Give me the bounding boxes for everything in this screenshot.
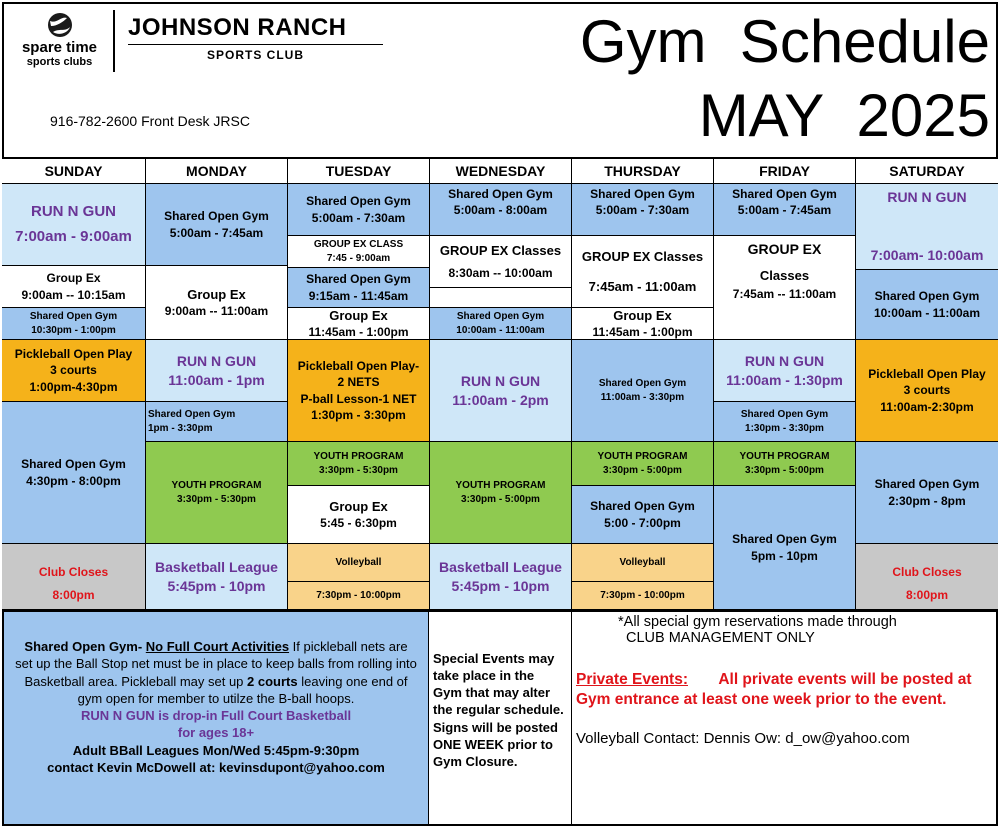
- saturday-sog2-title: Shared Open Gym: [874, 477, 980, 492]
- monday-shared-open-gym-afternoon: [146, 402, 288, 442]
- friday-youth-title: YOUTH PROGRAM: [739, 451, 830, 462]
- sunday-group-ex: [2, 266, 146, 308]
- tuesday-youth-time: 3:30pm - 5:30pm: [319, 464, 398, 476]
- monday-group-ex: [146, 266, 288, 340]
- tuesday-gx2-time: 5:45 - 6:30pm: [320, 516, 397, 531]
- notes-volleyball-contact: Volleyball Contact: Dennis Ow: d_ow@yahoo.com: [576, 730, 910, 748]
- monday-run-time: 11:00am - 1pm: [168, 371, 265, 388]
- notes-rules-text-2: leaving one end of gym open for member to utilze the B-ball hoops.: [77, 673, 408, 706]
- notes-adult-leagues: Adult BBall Leagues Mon/Wed 5:45pm-9:30pm: [72, 742, 360, 758]
- thursday-group-ex: [572, 308, 714, 340]
- thursday-youth-program: [572, 442, 714, 486]
- monday-bb-time: 5:45pm - 10pm: [167, 577, 266, 594]
- tuesday-gx-time: 11:45am - 1:00pm: [308, 325, 409, 340]
- sunday-close-title: Club Closes: [38, 564, 109, 579]
- tuesday-youth-program: [288, 442, 430, 486]
- monday-youth-title: YOUTH PROGRAM: [171, 480, 262, 491]
- wednesday-sog2-title: Shared Open Gym: [456, 311, 545, 322]
- notes-prefix: Shared Open Gym-: [24, 639, 143, 654]
- wednesday-group-ex-classes: [430, 236, 572, 288]
- friday-sog-time: 5:00am - 7:45am: [737, 203, 832, 218]
- wednesday-sog-time: 5:00am - 8:00am: [453, 203, 548, 218]
- monday-run-n-gun: [146, 340, 288, 402]
- tuesday-gxc-time: 7:45 - 9:00am: [326, 252, 391, 264]
- thursday-youth-time: 3:30pm - 5:00pm: [603, 464, 682, 476]
- notes-reservation-line2: CLUB MANAGEMENT ONLY: [626, 630, 815, 646]
- friday-sog2-title: Shared Open Gym: [740, 409, 829, 420]
- sunday-sog2-title: Shared Open Gym: [21, 457, 126, 472]
- wednesday-youth-program: [430, 442, 572, 544]
- tuesday-group-ex-class: [288, 236, 430, 268]
- sunday-pickleball: [2, 340, 146, 402]
- sunday-club-closes: [2, 544, 146, 582]
- notes-reservations: [572, 612, 996, 824]
- wednesday-shared-open-gym-morning: [430, 308, 572, 340]
- saturday-shared-open-gym-morning: [856, 270, 998, 340]
- monday-shared-open-gym: [146, 184, 288, 266]
- wednesday-gx-time: 8:30am -- 10:00am: [448, 266, 553, 281]
- notes-reservation-line1: *All special gym reservations made through: [618, 614, 897, 630]
- friday-sog2-time: 1:30pm - 3:30pm: [745, 422, 824, 434]
- friday-run-n-gun: [714, 340, 856, 402]
- sunday-shared-open-gym-afternoon: [2, 402, 146, 544]
- day-header-friday: FRIDAY: [714, 159, 856, 184]
- tuesday-group-ex-evening: [288, 486, 430, 544]
- day-header-saturday: SATURDAY: [856, 159, 998, 184]
- wednesday-youth-title: YOUTH PROGRAM: [455, 480, 546, 491]
- sunday-pb-title: Pickleball Open Play: [14, 347, 133, 362]
- tuesday-shared-open-gym: [288, 184, 430, 236]
- sunday-shared-open-gym-morning: [2, 308, 146, 340]
- tuesday-sog-title: Shared Open Gym: [306, 194, 411, 209]
- wednesday-run-n-gun: [430, 340, 572, 442]
- notes-rules-text: If pickleball nets are set up the Ball Stop net must be in place to keep balls from rolling into Basketball area. Pickleball may set up: [15, 639, 417, 689]
- spare-time-logo: [12, 12, 107, 72]
- monday-sog2-time: 1pm - 3:30pm: [148, 422, 213, 434]
- saturday-club-closes: [856, 544, 998, 582]
- day-header-thursday: THURSDAY: [572, 159, 714, 184]
- tuesday-volleyball: [288, 544, 430, 582]
- notes-shared-open-gym: [4, 612, 429, 824]
- thursday-volleyball-time: [572, 582, 714, 610]
- sunday-sog-title: Shared Open Gym: [29, 311, 118, 322]
- thursday-sog2-time: 11:00am - 3:30pm: [600, 391, 685, 403]
- wednesday-bb-time: 5:45pm - 10pm: [451, 577, 550, 594]
- sunday-club-close-time: [2, 582, 146, 610]
- sunday-run-title: RUN N GUN: [31, 203, 116, 221]
- monday-sog-time: 5:00am - 7:45am: [169, 225, 264, 240]
- monday-bb-title: Basketball League: [155, 558, 278, 575]
- thursday-sog-title: Shared Open Gym: [590, 187, 695, 201]
- spare-time-ball-icon: [47, 12, 73, 38]
- saturday-pb-time: 11:00am-2:30pm: [880, 399, 974, 414]
- saturday-run-n-gun: [856, 184, 998, 270]
- thursday-group-ex-classes: [572, 236, 714, 308]
- sunday-sog2-time: 4:30pm - 8:00pm: [26, 473, 121, 488]
- thursday-gx-title: GROUP EX Classes: [581, 248, 704, 264]
- saturday-sog-title: Shared Open Gym: [874, 289, 980, 304]
- club-name-rule: [128, 44, 383, 45]
- thursday-sog3-time: 5:00 - 7:00pm: [604, 515, 681, 530]
- wednesday-run-time: 11:00am - 2pm: [452, 391, 549, 408]
- tuesday-pb-nets: 2 NETS: [337, 375, 380, 390]
- wednesday-sog-title: Shared Open Gym: [448, 187, 553, 201]
- notes-courts: 2 courts: [247, 673, 298, 689]
- tuesday-gx2-title: Group Ex: [329, 498, 388, 514]
- friday-shared-open-gym-afternoon: [714, 402, 856, 442]
- thursday-gx2-title: Group Ex: [613, 308, 672, 323]
- friday-shared-open-gym-evening: [714, 486, 856, 610]
- monday-sog2-title: Shared Open Gym: [148, 409, 236, 420]
- friday-run-title: RUN N GUN: [744, 352, 825, 369]
- friday-gx-time: 7:45am -- 11:00am: [732, 287, 837, 302]
- day-header-tuesday: TUESDAY: [288, 159, 430, 184]
- wednesday-gx-title: GROUP EX Classes: [439, 242, 562, 258]
- saturday-pb-title: Pickleball Open Play: [868, 367, 986, 382]
- thursday-volleyball: [572, 544, 714, 582]
- sunday-run-n-gun: [2, 184, 146, 266]
- friday-sog3-time: 5pm - 10pm: [751, 548, 818, 563]
- tuesday-group-ex: [288, 308, 430, 340]
- tuesday-pickleball: [288, 340, 430, 442]
- day-header-wednesday: WEDNESDAY: [430, 159, 572, 184]
- sunday-run-time: 7:00am - 9:00am: [15, 227, 132, 245]
- tuesday-vb-time: 7:30pm - 10:00pm: [316, 589, 401, 601]
- notes-contact: contact Kevin McDowell at: kevinsdupont@yahoo.com: [47, 759, 385, 775]
- wednesday-youth-time: 3:30pm - 5:00pm: [461, 493, 540, 505]
- wednesday-gap: [430, 288, 572, 308]
- saturday-run-title: RUN N GUN: [887, 189, 967, 206]
- thursday-shared-open-gym: [572, 184, 714, 236]
- friday-youth-time: 3:30pm - 5:00pm: [745, 464, 824, 476]
- tuesday-youth-title: YOUTH PROGRAM: [313, 451, 404, 462]
- monday-youth-time: 3:30pm - 5:30pm: [177, 493, 256, 505]
- saturday-run-time: 7:00am- 10:00am: [870, 246, 984, 263]
- wednesday-basketball-league: [430, 544, 572, 610]
- wednesday-bb-title: Basketball League: [439, 558, 562, 575]
- friday-run-time: 11:00am - 1:30pm: [726, 371, 843, 388]
- club-sub: SPORTS CLUB: [206, 48, 304, 62]
- logo-divider: [113, 10, 115, 72]
- tuesday-sog-time: 5:00am - 7:30am: [311, 210, 406, 225]
- tuesday-gx-title: Group Ex: [329, 308, 388, 323]
- tuesday-sog2-title: Shared Open Gym: [306, 272, 411, 287]
- friday-shared-open-gym: [714, 184, 856, 236]
- tuesday-volleyball-time: [288, 582, 430, 610]
- tuesday-pb-time: 1:30pm - 3:30pm: [311, 407, 406, 422]
- tuesday-pb-title: Pickleball Open Play-: [297, 359, 420, 374]
- front-desk-phone: 916-782-2600 Front Desk JRSC: [50, 113, 250, 129]
- sunday-gx-time: 9:00am -- 10:15am: [21, 287, 126, 302]
- sunday-sog-time: 10:30pm - 1:00pm: [31, 324, 116, 336]
- tuesday-vb-title: Volleyball: [335, 556, 382, 568]
- spare-time-line1: spare time: [21, 39, 98, 56]
- monday-gx-title: Group Ex: [187, 286, 246, 302]
- saturday-club-close-time: [856, 582, 998, 610]
- tuesday-sog2-time: 9:15am - 11:45am: [308, 288, 409, 303]
- friday-group-ex-classes: [714, 236, 856, 340]
- sunday-pb-time: 1:00pm-4:30pm: [29, 379, 118, 394]
- notes-run-n-gun-2: for ages 18+: [177, 725, 255, 741]
- day-header-monday: MONDAY: [146, 159, 288, 184]
- monday-run-title: RUN N GUN: [176, 352, 257, 369]
- spare-time-line2: sports clubs: [26, 56, 93, 68]
- page-month: MAY 2025: [698, 82, 990, 149]
- day-header-sunday: SUNDAY: [2, 159, 146, 184]
- thursday-vb-time: 7:30pm - 10:00pm: [600, 589, 685, 601]
- notes-rules-paragraph: [14, 638, 418, 707]
- friday-sog3-title: Shared Open Gym: [732, 532, 837, 547]
- sunday-close-time: 8:00pm: [52, 588, 95, 603]
- monday-youth-program: [146, 442, 288, 544]
- thursday-gx2-time: 11:45am - 1:00pm: [592, 325, 693, 340]
- saturday-close-title: Club Closes: [892, 564, 962, 579]
- monday-sog-title: Shared Open Gym: [164, 209, 269, 224]
- thursday-sog-time: 5:00am - 7:30am: [595, 203, 690, 218]
- friday-youth-program: [714, 442, 856, 486]
- tuesday-pb-lesson: P-ball Lesson-1 NET: [300, 391, 417, 406]
- thursday-gx-time: 7:45am - 11:00am: [588, 278, 697, 294]
- wednesday-run-title: RUN N GUN: [460, 372, 541, 389]
- friday-sog-title: Shared Open Gym: [732, 187, 837, 201]
- sunday-gx-title: Group Ex: [46, 271, 101, 286]
- thursday-sog3-title: Shared Open Gym: [590, 499, 695, 514]
- notes-no-full-court: No Full Court Activities: [145, 639, 290, 654]
- saturday-pb-courts: 3 courts: [903, 383, 951, 398]
- wednesday-sog2-time: 10:00am - 11:00am: [456, 324, 545, 336]
- thursday-shared-open-gym-evening: [572, 486, 714, 544]
- saturday-sog-time: 10:00am - 11:00am: [873, 305, 981, 320]
- tuesday-shared-open-gym-late-morning: [288, 268, 430, 308]
- notes-private-label: Private Events:: [576, 671, 688, 688]
- notes-special-events: [429, 612, 572, 824]
- saturday-close-time: 8:00pm: [905, 588, 949, 603]
- saturday-pickleball: [856, 340, 998, 442]
- notes-private-text: All private events will be posted at Gym entrance at least one week prior to the event.: [576, 671, 972, 709]
- thursday-youth-title: YOUTH PROGRAM: [597, 451, 688, 462]
- saturday-shared-open-gym-afternoon: [856, 442, 998, 544]
- sunday-pb-courts: 3 courts: [50, 363, 97, 378]
- tuesday-gxc-title: GROUP EX CLASS: [313, 239, 404, 250]
- notes-private-events: [576, 670, 992, 710]
- friday-gx-sub: Classes: [759, 267, 810, 283]
- thursday-shared-open-gym-afternoon: [572, 340, 714, 442]
- thursday-sog2-title: Shared Open Gym: [598, 378, 687, 389]
- notes-special-events-text: Special Events may take place in the Gym that may alter the regular schedule. Signs will be posted ONE WEEK prior to Gym Closure.: [433, 651, 564, 769]
- page-title: Gym Schedule: [579, 8, 990, 75]
- wednesday-shared-open-gym: [430, 184, 572, 236]
- club-name: JOHNSON RANCH: [128, 14, 347, 41]
- thursday-vb-title: Volleyball: [619, 556, 666, 568]
- friday-gx-title: GROUP EX: [747, 241, 822, 257]
- notes-run-n-gun-1: RUN N GUN is drop-in Full Court Basketball: [80, 708, 352, 724]
- monday-basketball-league: [146, 544, 288, 610]
- monday-gx-time: 9:00am -- 11:00am: [164, 304, 269, 319]
- saturday-sog2-time: 2:30pm - 8pm: [888, 493, 966, 508]
